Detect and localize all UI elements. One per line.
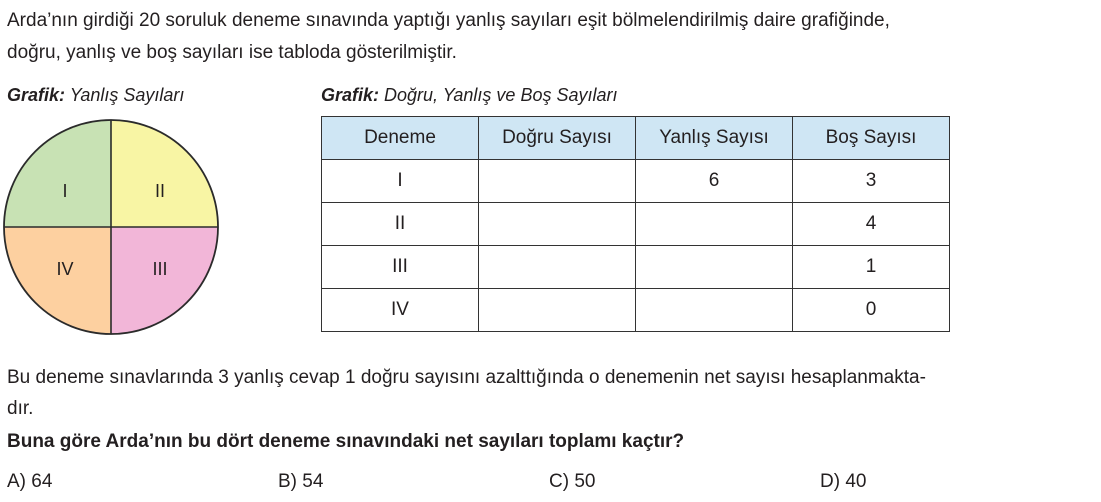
- cell-yanlis: 6: [636, 160, 793, 203]
- pie-label-I: I: [62, 180, 68, 201]
- results-table: [321, 116, 950, 332]
- cell-deneme: II: [322, 203, 479, 246]
- pie-caption-bold: Grafik:: [7, 85, 66, 105]
- pie-sector-IV: [4, 227, 111, 334]
- problem-intro-line-2: doğru, yanlış ve boş sayıları ise tabloda gösterilmiştir.: [7, 42, 457, 63]
- cell-yanlis: [636, 289, 793, 332]
- header-deneme: Deneme: [322, 117, 479, 160]
- cell-dogru: [479, 289, 636, 332]
- pie-sector-II: [111, 120, 218, 227]
- cell-bos: 0: [793, 289, 950, 332]
- cell-dogru: [479, 203, 636, 246]
- pie-caption-text: Yanlış Sayıları: [65, 85, 185, 105]
- header-yanlis: Yanlış Sayısı: [636, 117, 793, 160]
- cell-yanlis: [636, 203, 793, 246]
- table-caption-bold: Grafik:: [321, 85, 380, 105]
- table-header-row: [322, 117, 950, 160]
- cell-yanlis: [636, 246, 793, 289]
- pie-label-II: II: [154, 180, 166, 201]
- cell-bos: 1: [793, 246, 950, 289]
- wrong-answers-pie-chart: [3, 118, 219, 336]
- problem-question: Buna göre Arda’nın bu dört deneme sınavındaki net sayıları toplamı kaçtır?: [7, 431, 685, 452]
- pie-sector-I: [4, 120, 111, 227]
- answer-option-d[interactable]: D) 40: [820, 471, 867, 492]
- table-row: [322, 289, 950, 332]
- cell-dogru: [479, 160, 636, 203]
- table-row: [322, 203, 950, 246]
- answer-option-b[interactable]: B) 54: [278, 471, 324, 492]
- answer-option-a[interactable]: A) 64: [7, 471, 53, 492]
- cell-dogru: [479, 246, 636, 289]
- pie-sector-III: [111, 227, 218, 334]
- pie-chart-caption: [7, 84, 184, 106]
- table-row: [322, 246, 950, 289]
- cell-bos: 4: [793, 203, 950, 246]
- problem-note-line-1: Bu deneme sınavlarında 3 yanlış cevap 1 doğru sayısını azalttığında o denemenin net sayısı hesaplanmakta-: [7, 367, 926, 388]
- pie-label-IV: IV: [56, 258, 74, 279]
- table-row: [322, 160, 950, 203]
- answer-option-c[interactable]: C) 50: [549, 471, 596, 492]
- cell-deneme: IV: [322, 289, 479, 332]
- cell-bos: 3: [793, 160, 950, 203]
- table-caption-text: Doğru, Yanlış ve Boş Sayıları: [379, 85, 618, 105]
- pie-label-III: III: [152, 258, 168, 279]
- header-dogru: Doğru Sayısı: [479, 117, 636, 160]
- cell-deneme: I: [322, 160, 479, 203]
- cell-deneme: III: [322, 246, 479, 289]
- header-bos: Boş Sayısı: [793, 117, 950, 160]
- problem-intro-line-1: Arda’nın girdiği 20 soruluk deneme sınavında yaptığı yanlış sayıları eşit bölmelendirilmiş daire grafiğinde,: [7, 10, 890, 31]
- problem-note-line-2: dır.: [7, 398, 34, 419]
- table-caption: [321, 84, 617, 106]
